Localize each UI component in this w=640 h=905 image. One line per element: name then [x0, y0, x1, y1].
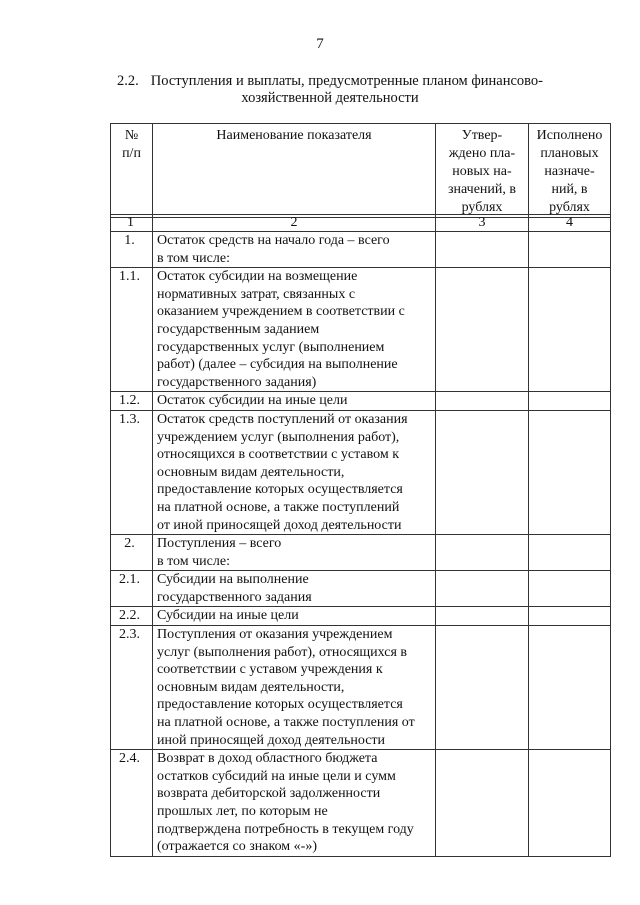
- row-indicator-name: Возврат в доход областного бюджета остатков субсидий на иные цели и сумм возврата дебиторской задолженности прошлых лет, по которым не подтверждена потребность в текущем году (отражается со знаком «-»): [153, 750, 436, 857]
- row-executed-value: [529, 410, 611, 534]
- row-indicator-name: Остаток субсидии на иные цели: [153, 392, 436, 411]
- row-executed-value: [529, 750, 611, 857]
- row-number: 2.: [111, 535, 153, 571]
- table-row: [111, 750, 611, 857]
- table-row: [111, 232, 611, 268]
- row-planned-value: [436, 268, 529, 392]
- row-planned-value: [436, 626, 529, 750]
- row-indicator-name: Поступления – всего в том числе:: [153, 535, 436, 571]
- column-number: 4: [529, 215, 611, 232]
- row-indicator-name: Поступления от оказания учреждением услуг (выполнения работ), относящихся в соответствии с уставом учреждения к основным видам деятельности, предоставление которых осуществляется на платной основе, а также поступления от иной приносящей доход деятельности: [153, 626, 436, 750]
- row-number: 1.3.: [111, 410, 153, 534]
- section-heading: [110, 73, 550, 107]
- row-number: 2.2.: [111, 607, 153, 626]
- row-planned-value: [436, 392, 529, 411]
- row-number: 1.1.: [111, 268, 153, 392]
- header-number: № п/п: [111, 124, 153, 218]
- column-number: 2: [153, 215, 436, 232]
- row-indicator-name: Остаток средств на начало года – всего в том числе:: [153, 232, 436, 268]
- row-number: 2.3.: [111, 626, 153, 750]
- table-row: [111, 268, 611, 392]
- column-number-row: [111, 215, 611, 232]
- page-number: 7: [316, 36, 324, 52]
- table-header: [110, 123, 611, 218]
- row-executed-value: [529, 626, 611, 750]
- row-planned-value: [436, 410, 529, 534]
- row-planned-value: [436, 607, 529, 626]
- table-row: [111, 392, 611, 411]
- row-planned-value: [436, 232, 529, 268]
- section-number: 2.2.: [117, 73, 139, 89]
- row-planned-value: [436, 750, 529, 857]
- row-number: 1.: [111, 232, 153, 268]
- data-table: [110, 214, 611, 857]
- row-executed-value: [529, 571, 611, 607]
- row-number: 2.4.: [111, 750, 153, 857]
- row-executed-value: [529, 607, 611, 626]
- row-number: 2.1.: [111, 571, 153, 607]
- row-executed-value: [529, 535, 611, 571]
- row-executed-value: [529, 232, 611, 268]
- header-planned: Утвер- ждено пла- новых на- значений, в рублях: [436, 124, 529, 218]
- row-planned-value: [436, 535, 529, 571]
- column-number: 1: [111, 215, 153, 232]
- row-executed-value: [529, 268, 611, 392]
- row-indicator-name: Остаток субсидии на возмещение нормативных затрат, связанных с оказанием учреждением в соответствии с государственным заданием государственных услуг (выполнением работ) (далее – субсидия на выполнение государственного задания): [153, 268, 436, 392]
- row-planned-value: [436, 571, 529, 607]
- row-indicator-name: Остаток средств поступлений от оказания учреждением услуг (выполнения работ), относящихся в соответствии с уставом к основным видам деятельности, предоставление которых осуществляется на платной основе, а также поступлений от иной приносящей доход деятельности: [153, 410, 436, 534]
- table-row: [111, 607, 611, 626]
- header-indicator-name: Наименование показателя: [153, 124, 436, 218]
- header-executed: Исполнено плановых назначе- ний, в рублях: [529, 124, 611, 218]
- section-title: Поступления и выплаты, предусмотренные планом финансово-хозяйственной деятельности: [150, 73, 543, 106]
- table-row: [111, 535, 611, 571]
- row-executed-value: [529, 392, 611, 411]
- table-row: [111, 626, 611, 750]
- row-indicator-name: Субсидии на иные цели: [153, 607, 436, 626]
- table-row: [111, 410, 611, 534]
- row-indicator-name: Субсидии на выполнение государственного задания: [153, 571, 436, 607]
- table-row: [111, 571, 611, 607]
- row-number: 1.2.: [111, 392, 153, 411]
- column-number: 3: [436, 215, 529, 232]
